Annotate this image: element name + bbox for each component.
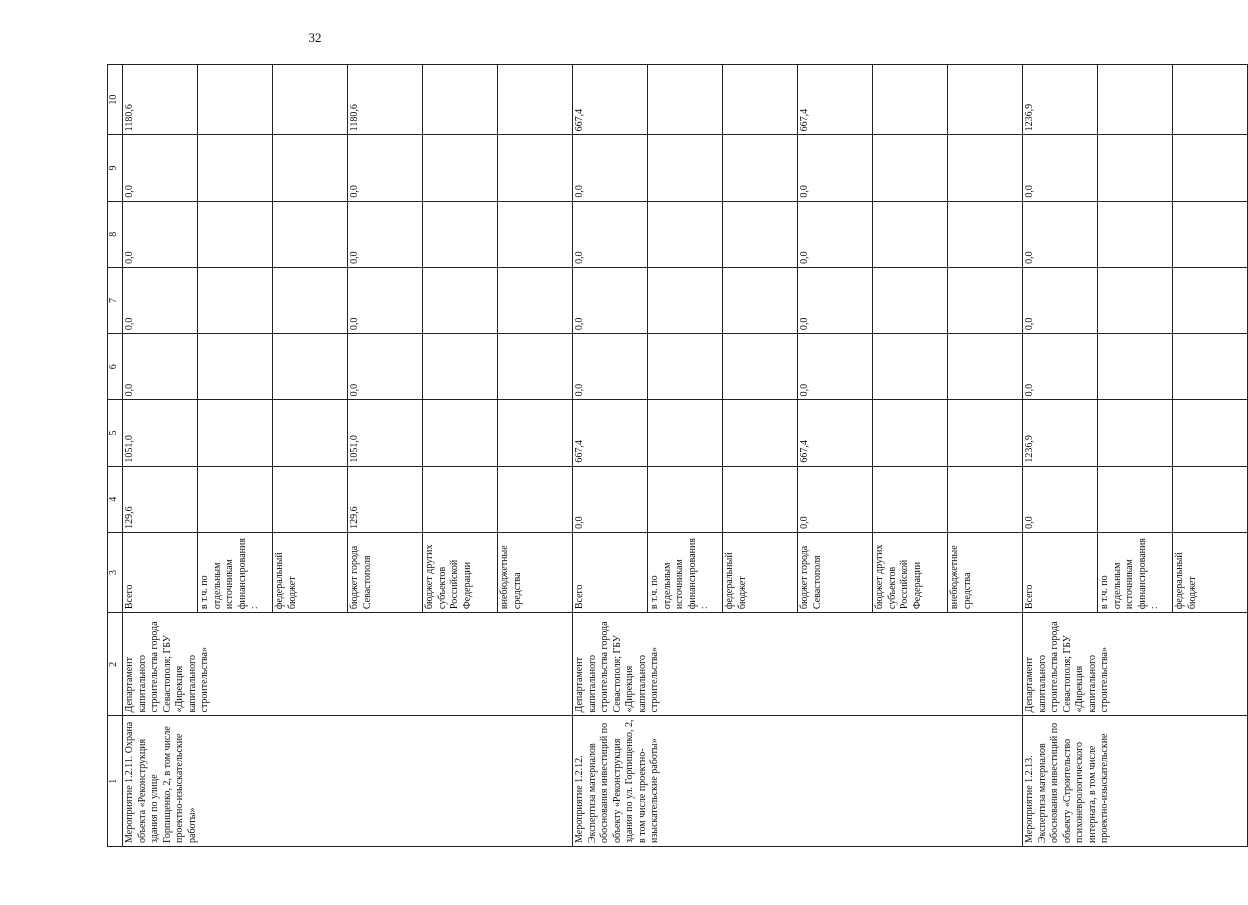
value-cell xyxy=(423,201,498,267)
source-cell: бюджет других субъектов Российской Федерации xyxy=(423,532,498,612)
value-cell: 1051,0 xyxy=(348,400,423,466)
value-cell xyxy=(723,466,798,532)
value-cell xyxy=(498,65,573,135)
value-cell xyxy=(1098,135,1173,201)
value-cell xyxy=(498,135,573,201)
value-cell xyxy=(873,135,948,201)
value-cell xyxy=(873,466,948,532)
source-cell: внебюджетные средства xyxy=(948,532,1023,612)
column-number: 2 xyxy=(108,613,123,716)
value-cell xyxy=(1098,65,1173,135)
value-cell: 0,0 xyxy=(348,267,423,333)
activity-cell: Мероприятие 1.2.12. Экспертиза материалов обоснования инвестиций по объекту «Реконструкция здания по ул. Горпищенко, 2, в том числе проектно-изыскательские работы» xyxy=(573,716,1023,847)
page-number: 32 xyxy=(308,30,322,45)
value-cell: 667,4 xyxy=(798,400,873,466)
value-cell xyxy=(423,65,498,135)
value-cell xyxy=(648,267,723,333)
value-cell xyxy=(1173,400,1248,466)
value-cell xyxy=(1173,135,1248,201)
value-cell xyxy=(423,135,498,201)
value-cell xyxy=(948,400,1023,466)
value-cell xyxy=(498,201,573,267)
column-number: 9 xyxy=(108,135,123,201)
value-cell: 0,0 xyxy=(1023,334,1098,400)
executor-cell: Департамент капитального строительства города Севастополя; ГБУ «Дирекция капитального строительства» xyxy=(123,613,573,716)
value-cell xyxy=(873,334,948,400)
value-cell xyxy=(948,267,1023,333)
column-number: 8 xyxy=(108,201,123,267)
source-cell: федеральный бюджет xyxy=(723,532,798,612)
source-cell: Всего xyxy=(573,532,648,612)
source-cell: Всего xyxy=(1023,532,1098,612)
value-cell: 667,4 xyxy=(573,400,648,466)
value-cell xyxy=(648,466,723,532)
value-cell: 1236,9 xyxy=(1023,400,1098,466)
value-cell: 667,4 xyxy=(573,65,648,135)
value-cell xyxy=(948,334,1023,400)
value-cell xyxy=(198,201,273,267)
column-number: 6 xyxy=(108,334,123,400)
value-cell xyxy=(273,201,348,267)
value-cell xyxy=(423,466,498,532)
value-cell xyxy=(648,201,723,267)
value-cell: 0,0 xyxy=(1023,466,1098,532)
value-cell xyxy=(498,466,573,532)
value-cell xyxy=(948,65,1023,135)
value-cell: 1051,0 xyxy=(123,400,198,466)
financing-table xyxy=(107,64,1248,847)
source-cell: федеральный бюджет xyxy=(1173,532,1248,612)
value-cell xyxy=(273,135,348,201)
value-cell xyxy=(273,267,348,333)
value-cell xyxy=(723,201,798,267)
table-row xyxy=(123,65,198,847)
value-cell xyxy=(1173,201,1248,267)
value-cell: 667,4 xyxy=(798,65,873,135)
value-cell xyxy=(1173,466,1248,532)
table-body xyxy=(108,65,1248,847)
value-cell xyxy=(423,334,498,400)
column-number-row xyxy=(108,65,123,847)
value-cell: 1236,9 xyxy=(1023,65,1098,135)
value-cell: 129,6 xyxy=(123,466,198,532)
source-cell: бюджет города Севастополя xyxy=(348,532,423,612)
source-cell: федеральный бюджет xyxy=(273,532,348,612)
source-cell: бюджет города Севастополя xyxy=(798,532,873,612)
value-cell xyxy=(1098,400,1173,466)
value-cell xyxy=(423,267,498,333)
value-cell: 0,0 xyxy=(1023,201,1098,267)
value-cell xyxy=(648,334,723,400)
column-number: 3 xyxy=(108,532,123,612)
value-cell xyxy=(198,334,273,400)
value-cell xyxy=(1098,334,1173,400)
value-cell xyxy=(723,135,798,201)
value-cell xyxy=(648,400,723,466)
value-cell xyxy=(723,400,798,466)
value-cell xyxy=(198,400,273,466)
value-cell: 129,6 xyxy=(348,466,423,532)
value-cell xyxy=(1098,267,1173,333)
value-cell: 0,0 xyxy=(1023,135,1098,201)
value-cell: 0,0 xyxy=(348,135,423,201)
value-cell xyxy=(948,135,1023,201)
activity-cell: Мероприятие 1.2.11. Охрана объекта «Реконструкция здания по улице Горпищенко, 2, в том числе проектно-изыскательские работы» xyxy=(123,716,573,847)
value-cell xyxy=(873,267,948,333)
value-cell: 0,0 xyxy=(123,267,198,333)
value-cell: 0,0 xyxy=(798,334,873,400)
value-cell: 0,0 xyxy=(573,267,648,333)
value-cell: 0,0 xyxy=(798,466,873,532)
value-cell xyxy=(723,267,798,333)
value-cell: 1180,6 xyxy=(348,65,423,135)
value-cell xyxy=(498,267,573,333)
value-cell xyxy=(648,65,723,135)
value-cell xyxy=(948,201,1023,267)
value-cell: 0,0 xyxy=(573,466,648,532)
executor-cell: Департамент капитального строительства города Севастополя; ГБУ «Дирекция капитального строительства» xyxy=(1023,613,1248,716)
value-cell xyxy=(948,466,1023,532)
value-cell: 0,0 xyxy=(348,334,423,400)
value-cell xyxy=(1173,65,1248,135)
column-number: 4 xyxy=(108,466,123,532)
value-cell xyxy=(273,466,348,532)
value-cell xyxy=(1173,334,1248,400)
value-cell: 1180,6 xyxy=(123,65,198,135)
value-cell xyxy=(723,65,798,135)
value-cell xyxy=(873,400,948,466)
column-number: 10 xyxy=(108,65,123,135)
table-row xyxy=(573,65,648,847)
value-cell xyxy=(873,65,948,135)
value-cell xyxy=(423,400,498,466)
executor-cell: Департамент капитального строительства города Севастополя; ГБУ «Дирекция капитального строительства» xyxy=(573,613,1023,716)
value-cell xyxy=(198,135,273,201)
value-cell xyxy=(273,65,348,135)
value-cell: 0,0 xyxy=(798,135,873,201)
value-cell xyxy=(1173,267,1248,333)
value-cell: 0,0 xyxy=(798,201,873,267)
value-cell xyxy=(723,334,798,400)
value-cell: 0,0 xyxy=(123,334,198,400)
source-cell: в т.ч. по отдельным источникам финансирования: xyxy=(1098,532,1173,612)
source-cell: бюджет других субъектов Российской Федерации xyxy=(873,532,948,612)
source-cell: в т.ч. по отдельным источникам финансирования: xyxy=(198,532,273,612)
column-number: 1 xyxy=(108,716,123,847)
value-cell xyxy=(198,466,273,532)
value-cell: 0,0 xyxy=(573,201,648,267)
value-cell xyxy=(273,334,348,400)
value-cell xyxy=(1098,201,1173,267)
column-number: 5 xyxy=(108,400,123,466)
column-number: 7 xyxy=(108,267,123,333)
value-cell xyxy=(198,65,273,135)
table-row xyxy=(1023,65,1098,847)
rotated-table-container xyxy=(107,64,1198,847)
value-cell xyxy=(198,267,273,333)
source-cell: в т.ч. по отдельным источникам финансирования: xyxy=(648,532,723,612)
value-cell xyxy=(273,400,348,466)
value-cell: 0,0 xyxy=(573,334,648,400)
value-cell: 0,0 xyxy=(123,135,198,201)
source-cell: внебюджетные средства xyxy=(498,532,573,612)
activity-cell: Мероприятие 1.2.13. Экспертиза материалов обоснования инвестиций по объекту «Строительство психоневрологического интерната, в том числе проектно-изыскательские xyxy=(1023,716,1248,847)
value-cell xyxy=(873,201,948,267)
value-cell xyxy=(498,400,573,466)
value-cell: 0,0 xyxy=(573,135,648,201)
value-cell xyxy=(648,135,723,201)
source-cell: Всего xyxy=(123,532,198,612)
value-cell: 0,0 xyxy=(798,267,873,333)
value-cell: 0,0 xyxy=(348,201,423,267)
value-cell xyxy=(498,334,573,400)
value-cell: 0,0 xyxy=(123,201,198,267)
value-cell xyxy=(1098,466,1173,532)
value-cell: 0,0 xyxy=(1023,267,1098,333)
